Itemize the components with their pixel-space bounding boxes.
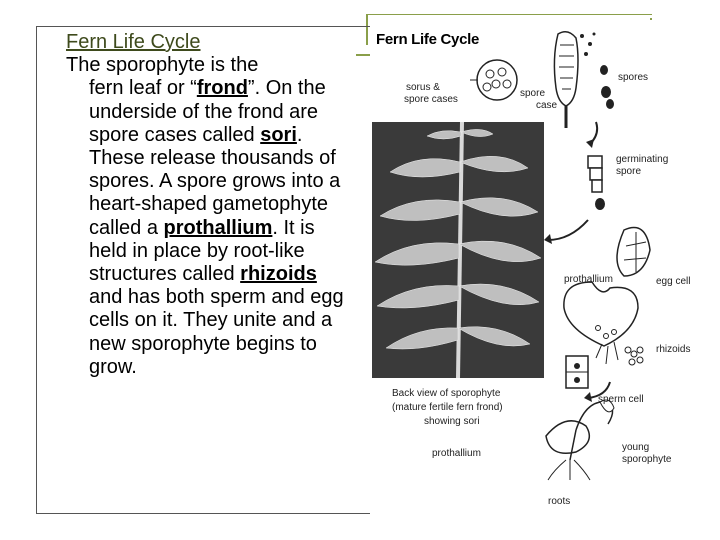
caption-line-2: (mature fertile fern frond) [392, 402, 503, 413]
label-sorus: sorus & [406, 82, 440, 93]
label-roots: roots [548, 496, 571, 507]
body-text-segment: and has both sperm and egg cells on it. They unite and a new sporophyte begins to grow. [89, 286, 344, 378]
caption-line-1: Back view of sporophyte [392, 388, 501, 399]
label-germinating-1: germinating [616, 154, 669, 165]
label-spore-case-1: spore [520, 88, 546, 99]
label-rhizoids: rhizoids [656, 344, 691, 355]
fern-life-cycle-diagram [370, 20, 706, 516]
slide-body [66, 77, 346, 379]
key-term: rhizoids [240, 263, 317, 286]
body-text-segment: . It is held in place by root-like structures called [89, 216, 315, 286]
early-prothallium-drawing [617, 228, 650, 277]
label-sperm-cell: sperm cell [598, 394, 644, 405]
caption-line-3: showing sori [424, 416, 480, 427]
label-spores: spores [618, 72, 649, 83]
label-egg-cell: egg cell [656, 276, 691, 287]
germinating-spore-drawing [588, 156, 605, 210]
fern-frond-photo [372, 122, 544, 378]
body-text-segment: fern leaf or “ [89, 77, 197, 100]
label-young-1: young [622, 442, 650, 453]
spores-drawing [600, 65, 614, 109]
label-spore-cases: spore cases [404, 94, 458, 105]
reproductive-cells-drawing [566, 347, 643, 388]
body-text-segment: . These release thousands of spores. A spore grows into a heart-shaped gametophyte called a [89, 123, 341, 239]
key-term: prothallium [163, 216, 273, 239]
slide-title: Fern Life Cycle [66, 31, 201, 53]
label-spore-case-2: case [536, 100, 558, 111]
body-text-segment: ”. On the underside of the frond are spore cases called [89, 77, 326, 146]
spore-case-drawing [554, 32, 595, 128]
label-germinating-2: spore [616, 166, 642, 177]
prothallium-drawing [564, 282, 638, 364]
slide-text [66, 31, 346, 379]
diagram-title: Fern Life Cycle [376, 31, 480, 48]
slide-intro: The sporophyte is the [66, 54, 259, 77]
sorus-drawing [470, 60, 517, 100]
label-young-2: sporophyte [622, 454, 672, 465]
label-prothallium-2: prothallium [432, 448, 481, 459]
young-sporophyte-drawing [546, 400, 614, 480]
key-term: sori [260, 123, 297, 146]
label-prothallium: prothallium [564, 274, 613, 285]
key-term: frond [196, 77, 248, 100]
